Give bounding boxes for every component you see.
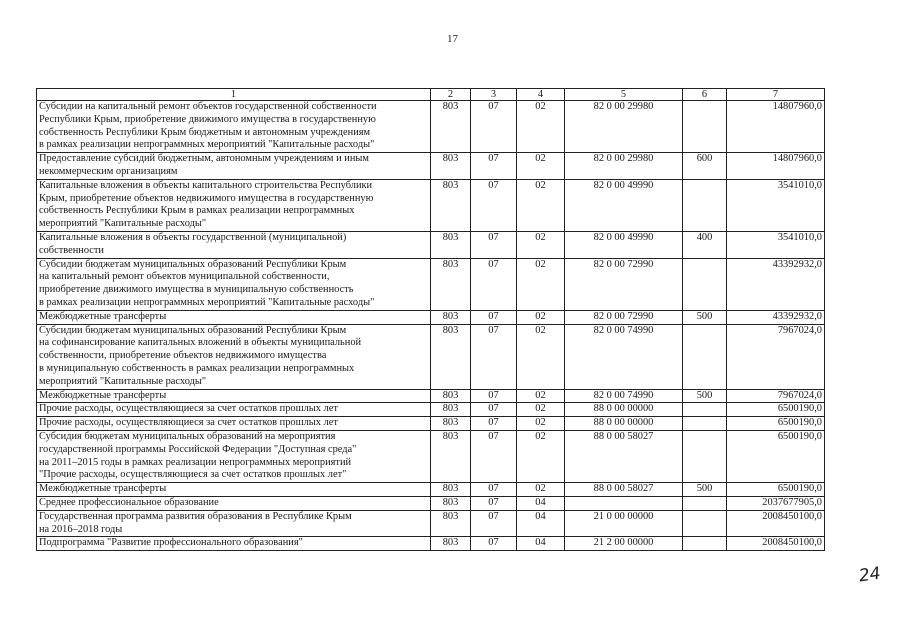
cell-amount: 6500190,0 [727, 417, 825, 431]
table-row [37, 231, 825, 258]
table-row [37, 101, 825, 153]
table-row [37, 430, 825, 482]
table-row [37, 483, 825, 497]
cell-code-4: 02 [517, 483, 565, 497]
cell-code-2: 803 [431, 310, 471, 324]
table-row [37, 310, 825, 324]
cell-amount: 43392932,0 [727, 258, 825, 310]
cell-code-2: 803 [431, 153, 471, 180]
column-header: 5 [565, 89, 683, 101]
cell-code-2: 803 [431, 231, 471, 258]
cell-code-3: 07 [471, 101, 517, 153]
cell-code-3: 07 [471, 258, 517, 310]
cell-code-2: 803 [431, 417, 471, 431]
cell-code-4: 02 [517, 258, 565, 310]
cell-code-2: 803 [431, 101, 471, 153]
cell-code-4: 02 [517, 430, 565, 482]
cell-code-4: 02 [517, 417, 565, 431]
cell-code-4: 02 [517, 403, 565, 417]
column-header: 7 [727, 89, 825, 101]
cell-amount: 2008450100,0 [727, 537, 825, 551]
cell-code-3: 07 [471, 153, 517, 180]
cell-amount: 6500190,0 [727, 430, 825, 482]
budget-table [36, 88, 825, 551]
cell-description: Субсидии бюджетам муниципальных образований Республики Крым на софинансирование капитальных вложений в объекты муниципальной собственности, приобретение объектов недвижимого имущества в муниципальную собственность в рамках реализации непрограммных мероприятий "Капитальные расходы" [37, 324, 431, 389]
cell-code-5: 21 2 00 00000 [565, 537, 683, 551]
cell-code-4: 02 [517, 101, 565, 153]
cell-amount: 6500190,0 [727, 403, 825, 417]
cell-amount: 6500190,0 [727, 483, 825, 497]
table-row [37, 537, 825, 551]
cell-code-4: 04 [517, 537, 565, 551]
table-row [37, 496, 825, 510]
cell-code-2: 803 [431, 496, 471, 510]
cell-code-5: 82 0 00 72990 [565, 258, 683, 310]
cell-code-6: 500 [683, 483, 727, 497]
cell-code-4: 02 [517, 310, 565, 324]
cell-code-6 [683, 537, 727, 551]
cell-code-3: 07 [471, 483, 517, 497]
cell-code-2: 803 [431, 389, 471, 403]
cell-code-5: 82 0 00 49990 [565, 231, 683, 258]
cell-code-2: 803 [431, 258, 471, 310]
cell-code-3: 07 [471, 510, 517, 537]
cell-code-3: 07 [471, 496, 517, 510]
cell-code-6: 500 [683, 389, 727, 403]
cell-code-5: 88 0 00 00000 [565, 417, 683, 431]
table-row [37, 510, 825, 537]
cell-description: Прочие расходы, осуществляющиеся за счет остатков прошлых лет [37, 403, 431, 417]
cell-code-4: 04 [517, 496, 565, 510]
cell-code-3: 07 [471, 389, 517, 403]
cell-code-6 [683, 417, 727, 431]
cell-code-6 [683, 403, 727, 417]
cell-code-6 [683, 101, 727, 153]
column-header: 3 [471, 89, 517, 101]
cell-description: Капитальные вложения в объекты государственной (муниципальной) собственности [37, 231, 431, 258]
cell-code-3: 07 [471, 310, 517, 324]
cell-amount: 3541010,0 [727, 179, 825, 231]
cell-description: Межбюджетные трансферты [37, 389, 431, 403]
cell-code-5: 82 0 00 29980 [565, 101, 683, 153]
cell-code-6 [683, 258, 727, 310]
cell-code-2: 803 [431, 510, 471, 537]
cell-code-5: 82 0 00 74990 [565, 389, 683, 403]
cell-code-3: 07 [471, 179, 517, 231]
cell-code-3: 07 [471, 403, 517, 417]
cell-code-2: 803 [431, 403, 471, 417]
cell-code-3: 07 [471, 324, 517, 389]
cell-code-4: 02 [517, 231, 565, 258]
cell-code-3: 07 [471, 231, 517, 258]
cell-code-4: 02 [517, 179, 565, 231]
cell-description: Межбюджетные трансферты [37, 483, 431, 497]
cell-code-2: 803 [431, 537, 471, 551]
cell-code-4: 02 [517, 153, 565, 180]
cell-code-2: 803 [431, 324, 471, 389]
cell-code-4: 02 [517, 324, 565, 389]
cell-description: Субсидии бюджетам муниципальных образований Республики Крым на капитальный ремонт объектов муниципальной собственности, приобретение движимого имущества в муниципальную собственность в рамках реализации непрограммных мероприятий "Капитальные расходы" [37, 258, 431, 310]
cell-code-6 [683, 324, 727, 389]
cell-amount: 14807960,0 [727, 153, 825, 180]
cell-code-2: 803 [431, 483, 471, 497]
cell-description: Подпрограмма "Развитие профессионального образования" [37, 537, 431, 551]
cell-description: Межбюджетные трансферты [37, 310, 431, 324]
table-row [37, 179, 825, 231]
cell-description: Прочие расходы, осуществляющиеся за счет остатков прошлых лет [37, 417, 431, 431]
cell-code-6: 400 [683, 231, 727, 258]
cell-code-6: 500 [683, 310, 727, 324]
header-row [37, 89, 825, 101]
cell-amount: 7967024,0 [727, 389, 825, 403]
cell-code-5: 82 0 00 74990 [565, 324, 683, 389]
column-header: 4 [517, 89, 565, 101]
cell-code-6: 600 [683, 153, 727, 180]
table-row [37, 258, 825, 310]
cell-code-5: 88 0 00 00000 [565, 403, 683, 417]
cell-code-4: 02 [517, 389, 565, 403]
table-row [37, 417, 825, 431]
cell-description: Субсидия бюджетам муниципальных образований на мероприятия государственной программы Российской Федерации "Доступная среда" на 2011–2015 годы в рамках реализации непрограммных мероприятий "Прочие расходы, осуществляющиеся за счет остатков прошлых лет" [37, 430, 431, 482]
cell-code-3: 07 [471, 537, 517, 551]
cell-description: Среднее профессиональное образование [37, 496, 431, 510]
cell-code-5: 82 0 00 49990 [565, 179, 683, 231]
cell-code-5: 82 0 00 29980 [565, 153, 683, 180]
cell-code-5: 82 0 00 72990 [565, 310, 683, 324]
cell-code-5: 21 0 00 00000 [565, 510, 683, 537]
table-row [37, 389, 825, 403]
cell-code-2: 803 [431, 430, 471, 482]
column-header: 1 [37, 89, 431, 101]
cell-code-2: 803 [431, 179, 471, 231]
cell-amount: 2008450100,0 [727, 510, 825, 537]
cell-code-3: 07 [471, 430, 517, 482]
cell-code-3: 07 [471, 417, 517, 431]
table-row [37, 403, 825, 417]
cell-code-5: 88 0 00 58027 [565, 483, 683, 497]
handwritten-page-mark: 24 [857, 563, 882, 587]
table-row [37, 153, 825, 180]
cell-code-6 [683, 179, 727, 231]
cell-code-4: 04 [517, 510, 565, 537]
cell-code-6 [683, 430, 727, 482]
cell-amount: 2037677905,0 [727, 496, 825, 510]
column-header: 6 [683, 89, 727, 101]
cell-description: Капитальные вложения в объекты капитального строительства Республики Крым, приобретение объектов недвижимого имущества в государственную собственность Республики Крым в рамках реализации непрограммных мероприятий "Капитальные расходы" [37, 179, 431, 231]
cell-code-5 [565, 496, 683, 510]
cell-description: Государственная программа развития образования в Республике Крым на 2016–2018 годы [37, 510, 431, 537]
cell-description: Субсидии на капитальный ремонт объектов государственной собственности Республики Крым, приобретение движимого имущества в государственную собственность Республики Крым бюджетным и автономным учреждениям в рамках реализации непрограммных мероприятий "Капитальные расходы" [37, 101, 431, 153]
cell-amount: 43392932,0 [727, 310, 825, 324]
cell-description: Предоставление субсидий бюджетным, автономным учреждениям и иным некоммерческим организациям [37, 153, 431, 180]
cell-code-6 [683, 496, 727, 510]
cell-code-6 [683, 510, 727, 537]
cell-amount: 3541010,0 [727, 231, 825, 258]
page-number: 17 [447, 33, 458, 45]
table-body [37, 101, 825, 551]
cell-amount: 7967024,0 [727, 324, 825, 389]
column-header: 2 [431, 89, 471, 101]
cell-amount: 14807960,0 [727, 101, 825, 153]
table-row [37, 324, 825, 389]
cell-code-5: 88 0 00 58027 [565, 430, 683, 482]
